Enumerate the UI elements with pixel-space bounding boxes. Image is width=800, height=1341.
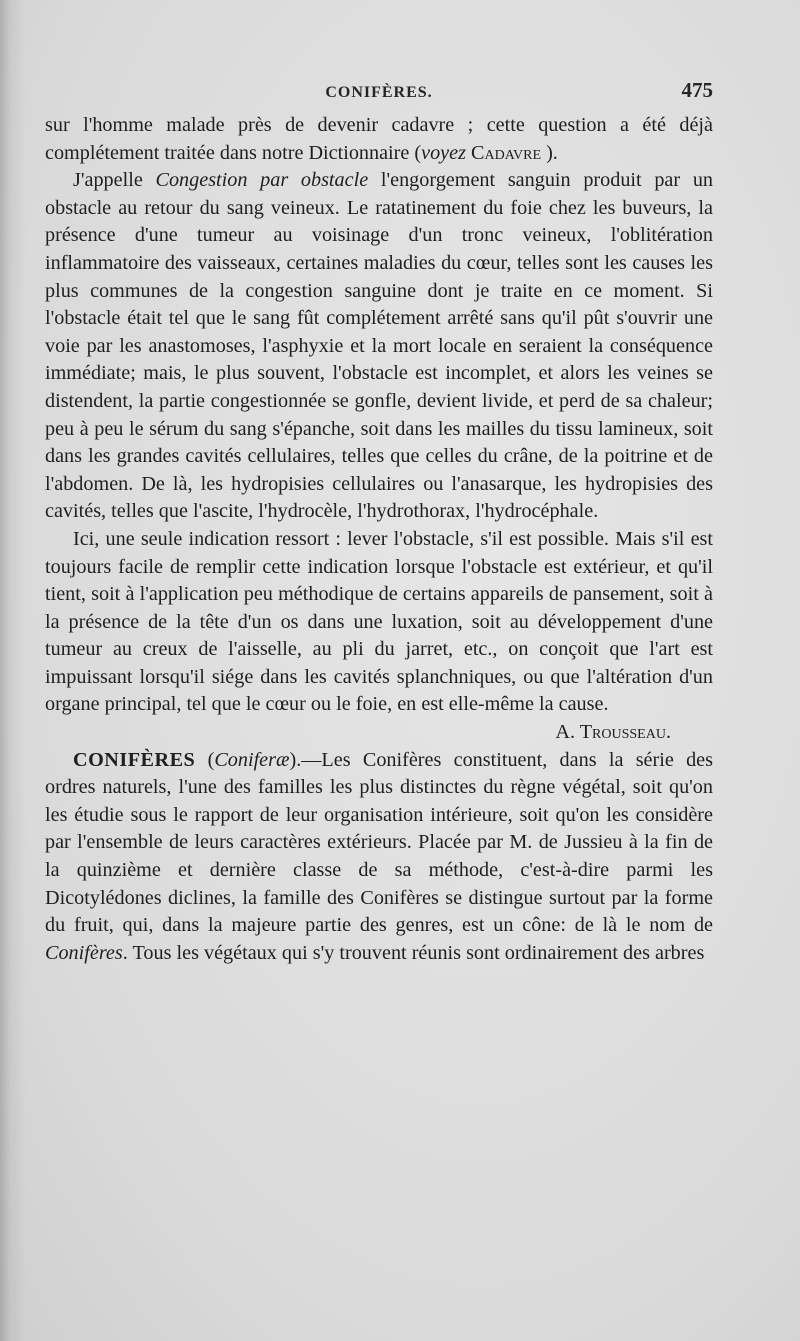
paragraph-text: ).—Les Conifères constituent, dans la série des ordres naturels, l'une des familles les plus distinctes du règne végétal, soit qu'on les étudie sous le rapport de leur organisation intérieure, soit qu'on les considère par l'ensemble de leurs caractères extérieurs. Placée par M. de Jussieu à la fin de la quinzième et dernière classe de sa méthode, c'est-à-dire parmi les Dicotylédones diclines, la famille des Conifères se distingue surtout par la forme du fruit, qui, dans la majeure partie des genres, est un cône: de là le nom de (45, 748, 713, 937)
defined-term: Congestion par obstacle (155, 169, 369, 192)
cross-reference-term: Cadavre (471, 141, 542, 164)
paragraph-text: l'engorgement sanguin produit par un obstacle au retour du sang veineux. Le ratatinement du foie chez les buveurs, la présence d'une tumeur au voisinage d'un tronc veineux, l'oblitération inflammatoire des vaisseaux, certaines maladies du cœur, telles sont les causes les plus communes de la congestion sanguine dont je traite en ce moment. Si l'obstacle était tel que le sang fût complétement arrêté sans qu'il pût s'ouvrir une voie par les anastomoses, l'asphyxie et la mort locale en seraient la conséquence immédiate; mais, le plus souvent, l'obstacle est incomplet, et alors les veines se distendent, la partie congestionnée se gonfle, devient livide, et perd de sa chaleur; peu à peu le sérum du sang s'épanche, soit dans les mailles du tissu lamineux, soit dans les grandes cavités cellulaires, telles que celles du crâne, de la poitrine et de l'abdomen. De là, les hydropisies cellulaires ou l'anasarque, les hydropisies des cavités, telles que l'ascite, l'hydrocèle, l'hydrothorax, l'hydrocéphale. (45, 169, 714, 523)
paragraph-indication (45, 526, 713, 719)
paragraph-continuation (45, 112, 713, 167)
paragraph-text: ). (541, 141, 558, 164)
paragraph-text: sur l'homme malade près de devenir cadavre ; cette question a été déjà complétement traitée dans notre Dictionnaire ( (45, 114, 713, 164)
italic-term: Conifères (45, 941, 123, 964)
paragraph-congestion-obstacle (45, 167, 713, 526)
paragraph-text: . Tous les végétaux qui s'y trouvent réunis sont ordinairement des arbres (122, 941, 705, 964)
latin-name: Coniferæ (214, 748, 290, 771)
paragraph-coniferes-entry (45, 747, 713, 968)
page-number: 475 (681, 78, 713, 102)
paragraph-text: ( (195, 748, 215, 771)
page-header (45, 78, 713, 104)
paragraph-text: J'appelle (73, 169, 156, 192)
paragraph-text: Ici, une seule indication ressort : lever l'obstacle, s'il est possible. Mais s'il est toujours facile de remplir cette indication lorsque l'obstacle est extérieur, et qu'il tient, soit à l'application peu méthodique de certains appareils de pansement, soit à la présence de la tête d'un os dans une luxation, soit au développement d'une tumeur au creux de l'aisselle, au pli du jarret, etc., on conçoit que l'art est impuissant lorsqu'il siége dans les cavités splanchniques, ou que l'altération d'un organe principal, tel que le cœur ou le foie, en est elle-même la cause. (45, 527, 713, 716)
running-head: CONIFÈRES. (325, 84, 433, 101)
author-signature: A. Trousseau. (555, 721, 671, 744)
body-text (45, 112, 713, 967)
cross-reference-voyez: voyez (421, 141, 466, 164)
entry-headword: CONIFÈRES (73, 748, 196, 771)
